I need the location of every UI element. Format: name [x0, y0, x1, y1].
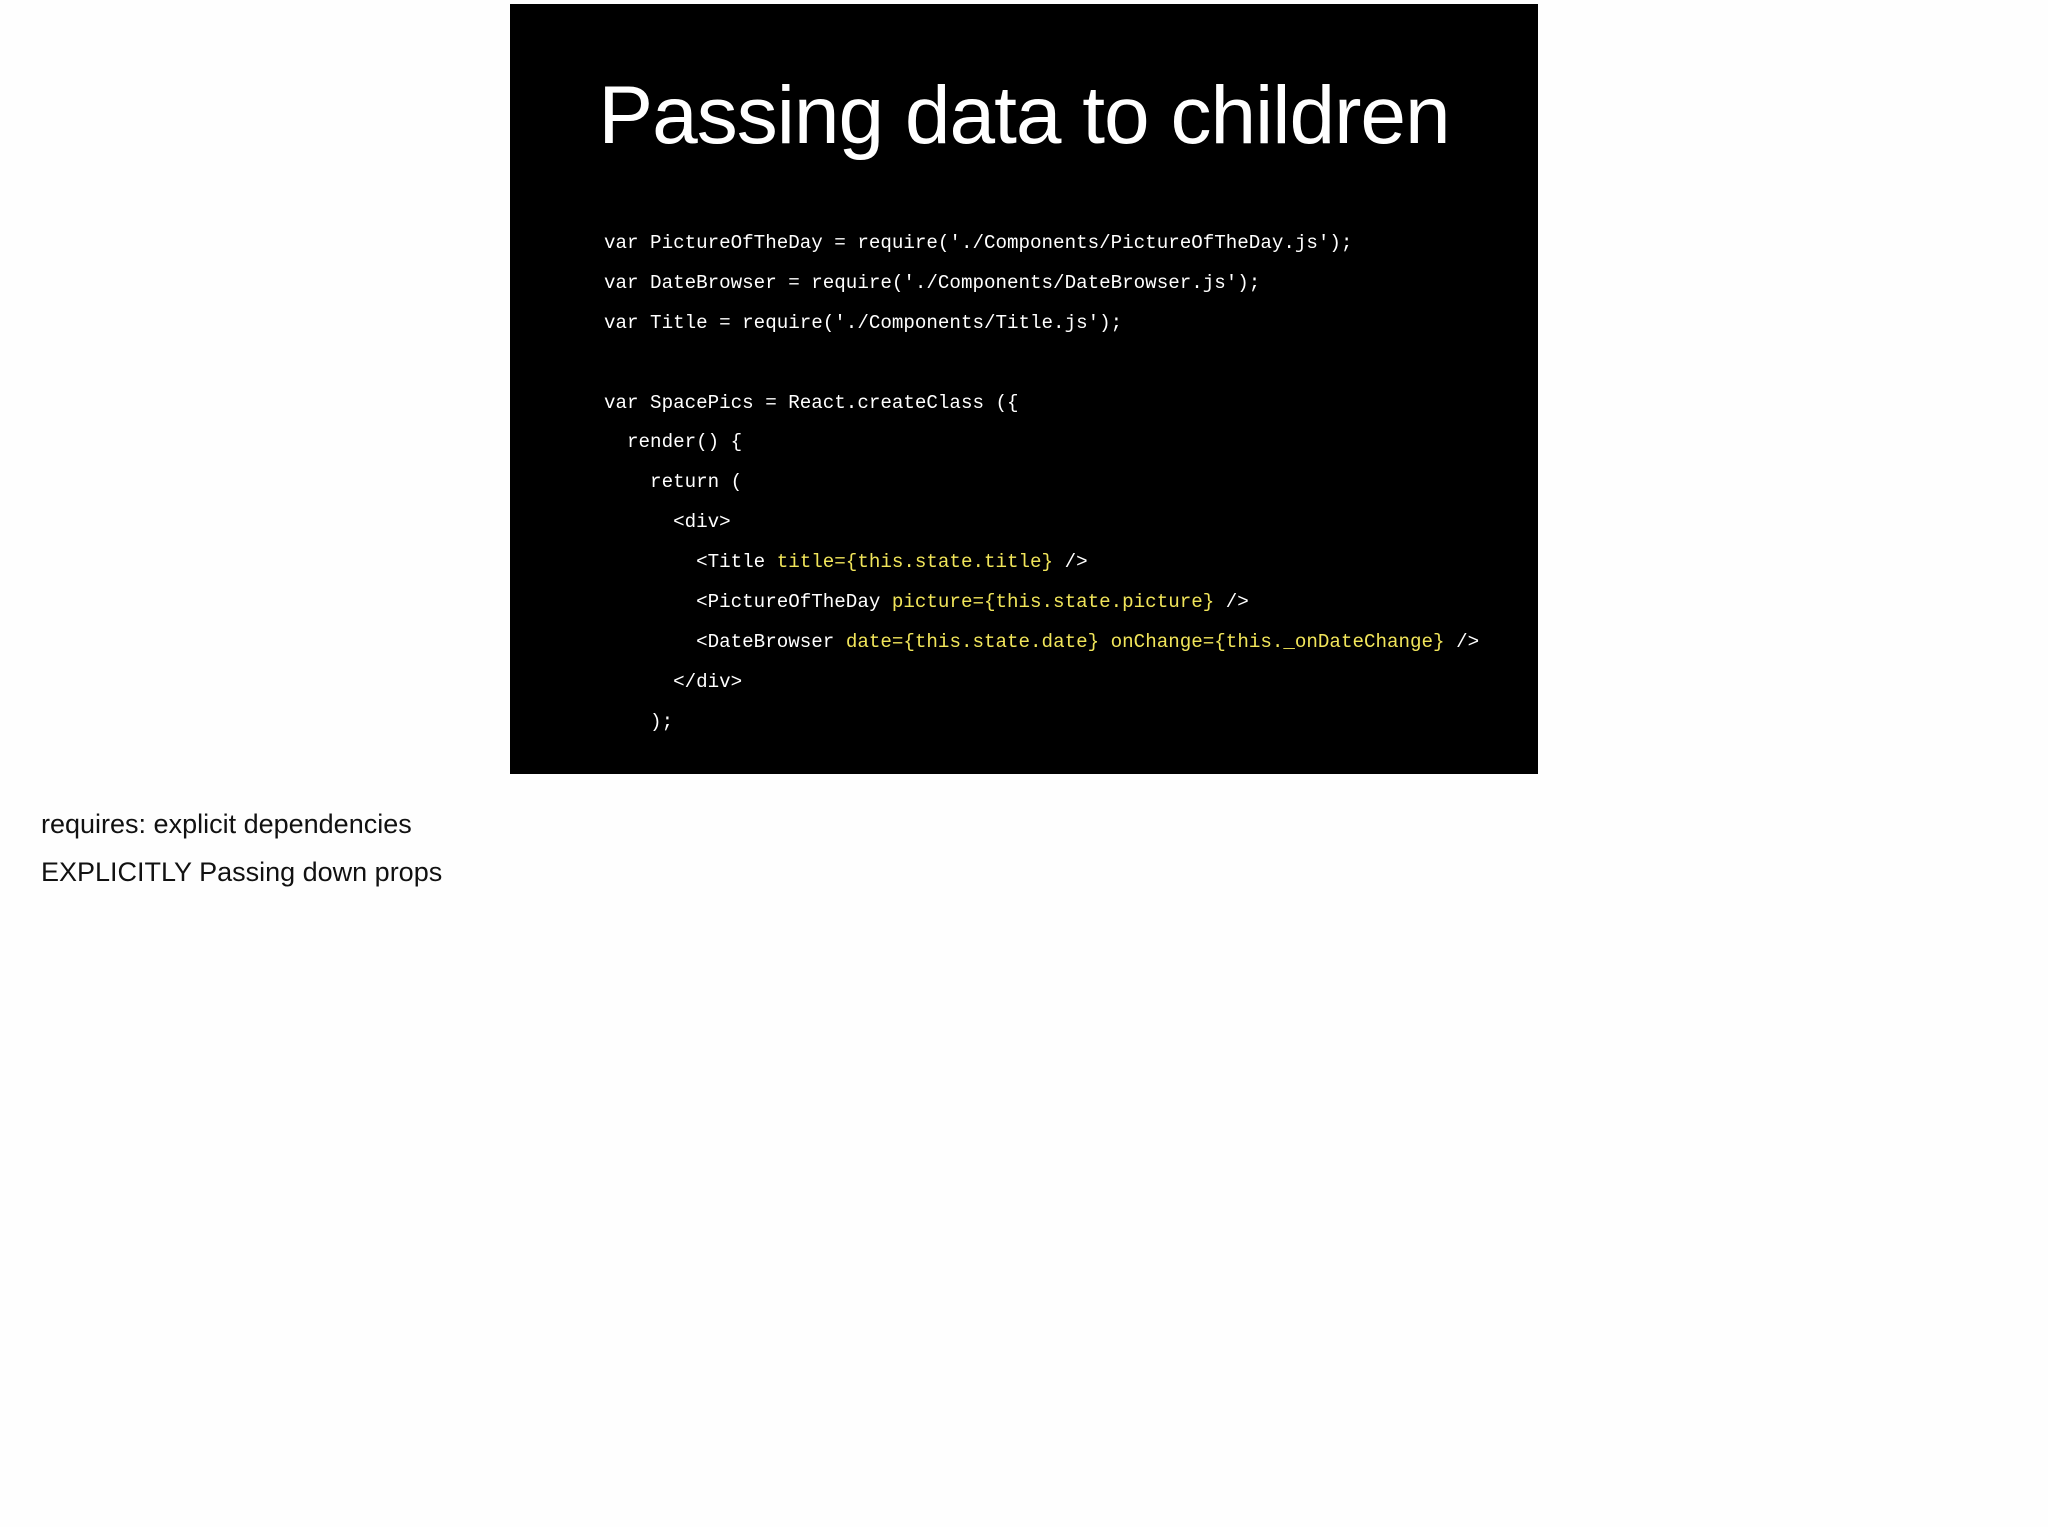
code-text	[1099, 631, 1111, 653]
code-attribute: date={this.state.date}	[845, 630, 1100, 653]
presenter-notes	[41, 800, 442, 896]
code-line	[604, 543, 1479, 583]
code-line	[604, 703, 1479, 743]
code-line	[604, 384, 1479, 424]
code-text: </div>	[604, 670, 743, 693]
slide-title: Passing data to children	[598, 70, 1450, 161]
code-attribute: title={this.state.title}	[776, 551, 1054, 574]
code-line	[604, 224, 1479, 264]
note-line: EXPLICITLY Passing down props	[41, 857, 443, 887]
code-text: var Title = require('./Components/Title.js');	[604, 311, 1123, 334]
code-line	[604, 463, 1479, 503]
code-text: <Title	[604, 551, 777, 574]
slide	[510, 4, 1538, 774]
code-text: var DateBrowser = require('./Components/DateBrowser.js');	[604, 271, 1261, 294]
code-line	[604, 583, 1479, 623]
code-text: <DateBrowser	[604, 630, 846, 653]
code-text: <div>	[604, 511, 731, 534]
code-line	[604, 304, 1479, 344]
code-text: var SpacePics = React.createClass ({	[604, 391, 1019, 414]
code-text: return (	[604, 471, 743, 494]
code-text: <PictureOfTheDay	[604, 591, 892, 614]
code-line	[604, 344, 1479, 384]
code-text: );	[604, 710, 674, 733]
code-line	[604, 423, 1479, 463]
code-text: />	[1444, 630, 1480, 653]
code-text: var PictureOfTheDay = require('./Components/PictureOfTheDay.js');	[604, 232, 1353, 254]
code-attribute: onChange={this._onDateChange}	[1110, 630, 1445, 653]
code-line	[604, 663, 1479, 703]
code-line	[604, 503, 1479, 543]
code-line	[604, 264, 1479, 304]
code-block	[604, 224, 1479, 743]
code-line	[604, 623, 1479, 663]
code-text: />	[1053, 551, 1088, 574]
code-attribute: picture={this.state.picture}	[891, 591, 1215, 614]
note-line: requires: explicit dependencies	[41, 809, 412, 839]
code-text: />	[1214, 591, 1249, 614]
code-text: render() {	[604, 431, 743, 454]
